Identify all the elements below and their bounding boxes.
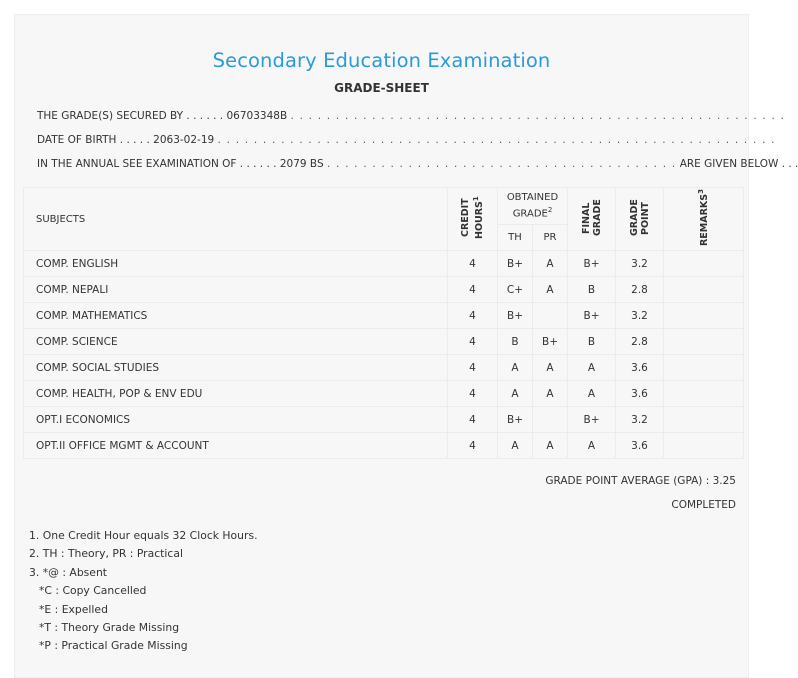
final-grade-cell: A: [568, 433, 616, 459]
subject-cell: COMP. SOCIAL STUDIES: [24, 355, 448, 381]
th-grade-cell: B+: [498, 251, 533, 277]
dob-label: DATE OF BIRTH . . . . .: [37, 134, 150, 146]
final-grade-cell: B: [568, 329, 616, 355]
footnote: *E : Expelled: [39, 602, 108, 616]
credit-hours-cell: 4: [448, 381, 498, 407]
dob-value: 2063-02-19: [153, 134, 215, 146]
pr-header: PR: [533, 224, 568, 250]
table-row: [24, 251, 744, 277]
credit-hours-cell: 4: [448, 251, 498, 277]
remarks-header: REMARKS$^3$: [664, 188, 744, 251]
final-grade-header: FINAL GRADE: [568, 188, 616, 251]
credit-hours-cell: 4: [448, 433, 498, 459]
grade-point-cell: 3.6: [616, 355, 664, 381]
grade-secured-dots: . . . . . . . . . . . . . . . . . . . . . . . . . . . . . . . . . . . . . . . . . . . . . . . . . . . . . . .: [290, 110, 786, 122]
subject-cell: COMP. SCIENCE: [24, 329, 448, 355]
credit-hours-cell: 4: [448, 329, 498, 355]
table-row: [24, 433, 744, 459]
remarks-cell: [664, 303, 744, 329]
table-row: [24, 355, 744, 381]
table-row: [24, 277, 744, 303]
table-header-row: [24, 188, 744, 225]
final-grade-cell: B+: [568, 303, 616, 329]
pr-grade-cell: A: [533, 433, 568, 459]
exam-line: [37, 158, 798, 170]
pr-grade-cell: A: [533, 381, 568, 407]
pr-grade-cell: [533, 303, 568, 329]
remarks-cell: [664, 407, 744, 433]
subject-cell: COMP. ENGLISH: [24, 251, 448, 277]
th-grade-cell: A: [498, 355, 533, 381]
exam-suffix: ARE GIVEN BELOW . . .: [679, 158, 798, 170]
dob-line: [37, 134, 776, 146]
subject-cell: OPT.I ECONOMICS: [24, 407, 448, 433]
credit-hours-cell: 4: [448, 407, 498, 433]
grade-point-cell: 3.6: [616, 381, 664, 407]
subject-cell: COMP. HEALTH, POP & ENV EDU: [24, 381, 448, 407]
grade-sheet-card: [14, 14, 798, 678]
credit-hours-cell: 4: [448, 303, 498, 329]
grade-secured-line: [37, 110, 785, 122]
final-grade-cell: B+: [568, 407, 616, 433]
footnote: *P : Practical Grade Missing: [39, 639, 188, 653]
remarks-cell: [664, 329, 744, 355]
subjects-header: SUBJECTS: [24, 188, 448, 251]
exam-dots: . . . . . . . . . . . . . . . . . . . . . . . . . . . . . . . . . . . . . . .: [326, 158, 677, 170]
remarks-cell: [664, 433, 744, 459]
remarks-cell: [664, 277, 744, 303]
grade-point-cell: 2.8: [616, 329, 664, 355]
final-grade-cell: B+: [568, 251, 616, 277]
exam-label: IN THE ANNUAL SEE EXAMINATION OF . . . . . .: [37, 158, 277, 170]
gpa-value: 3.25: [712, 475, 736, 487]
credit-hours-header: CREDIT HOURS$^1$: [448, 188, 498, 251]
grades-table-body: [24, 251, 744, 459]
grade-point-cell: 2.8: [616, 277, 664, 303]
credit-hours-cell: 4: [448, 355, 498, 381]
footnote: 1. One Credit Hour equals 32 Clock Hours.: [29, 529, 258, 542]
th-grade-cell: A: [498, 381, 533, 407]
exam-title: Secondary Education Examination: [212, 49, 551, 72]
pr-grade-cell: A: [533, 251, 568, 277]
footnote: 2. TH : Theory, PR : Practical: [29, 547, 183, 561]
table-row: [24, 381, 744, 407]
grade-secured-label: THE GRADE(S) SECURED BY . . . . . .: [37, 110, 224, 122]
grade-point-cell: 3.2: [616, 303, 664, 329]
footnote: 3. *@ : Absent: [29, 565, 108, 579]
grade-point-cell: 3.6: [616, 433, 664, 459]
remarks-cell: [664, 381, 744, 407]
gpa-label: GRADE POINT AVERAGE (GPA) :: [545, 475, 710, 487]
th-grade-cell: A: [498, 433, 533, 459]
obtained-grade-header: OBTAINED GRADE$^2$: [498, 188, 568, 225]
final-grade-cell: A: [568, 355, 616, 381]
pr-grade-cell: B+: [533, 329, 568, 355]
footnote: *T : Theory Grade Missing: [39, 621, 180, 635]
pr-grade-cell: A: [533, 355, 568, 381]
grade-point-cell: 3.2: [616, 407, 664, 433]
gpa-line: [545, 475, 736, 487]
pr-grade-cell: [533, 407, 568, 433]
table-row: [24, 407, 744, 433]
footnotes: [29, 527, 258, 656]
table-row: [24, 329, 744, 355]
th-header: TH: [498, 224, 533, 250]
result-status: COMPLETED: [671, 499, 736, 511]
dob-dots: . . . . . . . . . . . . . . . . . . . . . . . . . . . . . . . . . . . . . . . . . . . . . . . . . . . . . . . . . . . . . .: [217, 134, 776, 146]
symbol-number: 06703348B: [226, 110, 288, 122]
credit-hours-cell: 4: [448, 277, 498, 303]
th-grade-cell: B: [498, 329, 533, 355]
table-row: [24, 303, 744, 329]
subject-cell: OPT.II OFFICE MGMT & ACCOUNT: [24, 433, 448, 459]
grade-point-cell: 3.2: [616, 251, 664, 277]
th-grade-cell: C+: [498, 277, 533, 303]
grades-table: [23, 187, 744, 459]
remarks-cell: [664, 251, 744, 277]
subject-cell: COMP. NEPALI: [24, 277, 448, 303]
remarks-cell: [664, 355, 744, 381]
footnote: *C : Copy Cancelled: [39, 584, 147, 598]
exam-year: 2079 BS: [279, 158, 324, 170]
grade-point-header: GRADE POINT: [616, 188, 664, 251]
grade-sheet-heading: GRADE-SHEET: [334, 81, 429, 95]
final-grade-cell: A: [568, 381, 616, 407]
final-grade-cell: B: [568, 277, 616, 303]
th-grade-cell: B+: [498, 407, 533, 433]
subject-cell: COMP. MATHEMATICS: [24, 303, 448, 329]
th-grade-cell: B+: [498, 303, 533, 329]
pr-grade-cell: A: [533, 277, 568, 303]
